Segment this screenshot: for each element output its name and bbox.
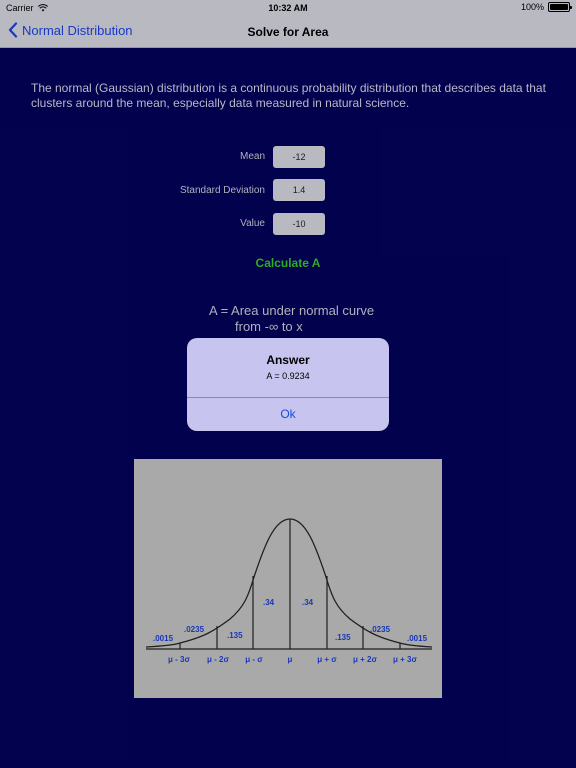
mean-label: Mean <box>239 151 265 162</box>
battery-percent: 100% <box>520 2 544 12</box>
carrier-label: Carrier <box>6 3 34 13</box>
region-label: .0235 <box>370 625 391 634</box>
axis-label: μ - 3σ <box>168 655 190 664</box>
region-label: .135 <box>227 631 243 640</box>
region-label: .0015 <box>407 634 428 643</box>
value-label: Value <box>240 218 265 229</box>
region-label: .0235 <box>184 625 205 634</box>
calculate-button[interactable]: Calculate A <box>255 256 321 270</box>
area-description-line1: A = Area under normal curve <box>209 303 375 318</box>
axis-label: μ - σ <box>245 655 263 664</box>
status-time: 10:32 AM <box>268 3 308 13</box>
region-label: .34 <box>263 598 275 607</box>
region-label: .34 <box>302 598 314 607</box>
region-label: .0015 <box>153 634 174 643</box>
axis-label: μ + σ <box>317 655 337 664</box>
alert-message: A = 0.9234 <box>266 371 310 381</box>
area-description-line2: from -∞ to x <box>235 319 303 334</box>
page-title: Solve for Area <box>247 25 329 39</box>
axis-label: μ + 2σ <box>353 655 377 664</box>
axis-label: μ <box>287 655 293 664</box>
back-button-label: Normal Distribution <box>22 22 133 38</box>
alert-title: Answer <box>266 353 310 367</box>
axis-label: μ - 2σ <box>207 655 229 664</box>
region-label: .135 <box>335 633 351 642</box>
description-text: The normal (Gaussian) distribution is a continuous probability distribution that describes data that clusters around the mean, especially data measured in natural science. <box>31 81 546 110</box>
answer-alert <box>187 338 389 431</box>
standard-deviation-label: Standard Deviation <box>179 185 265 196</box>
ok-button[interactable]: Ok <box>280 407 296 421</box>
axis-label: μ + 3σ <box>393 655 417 664</box>
